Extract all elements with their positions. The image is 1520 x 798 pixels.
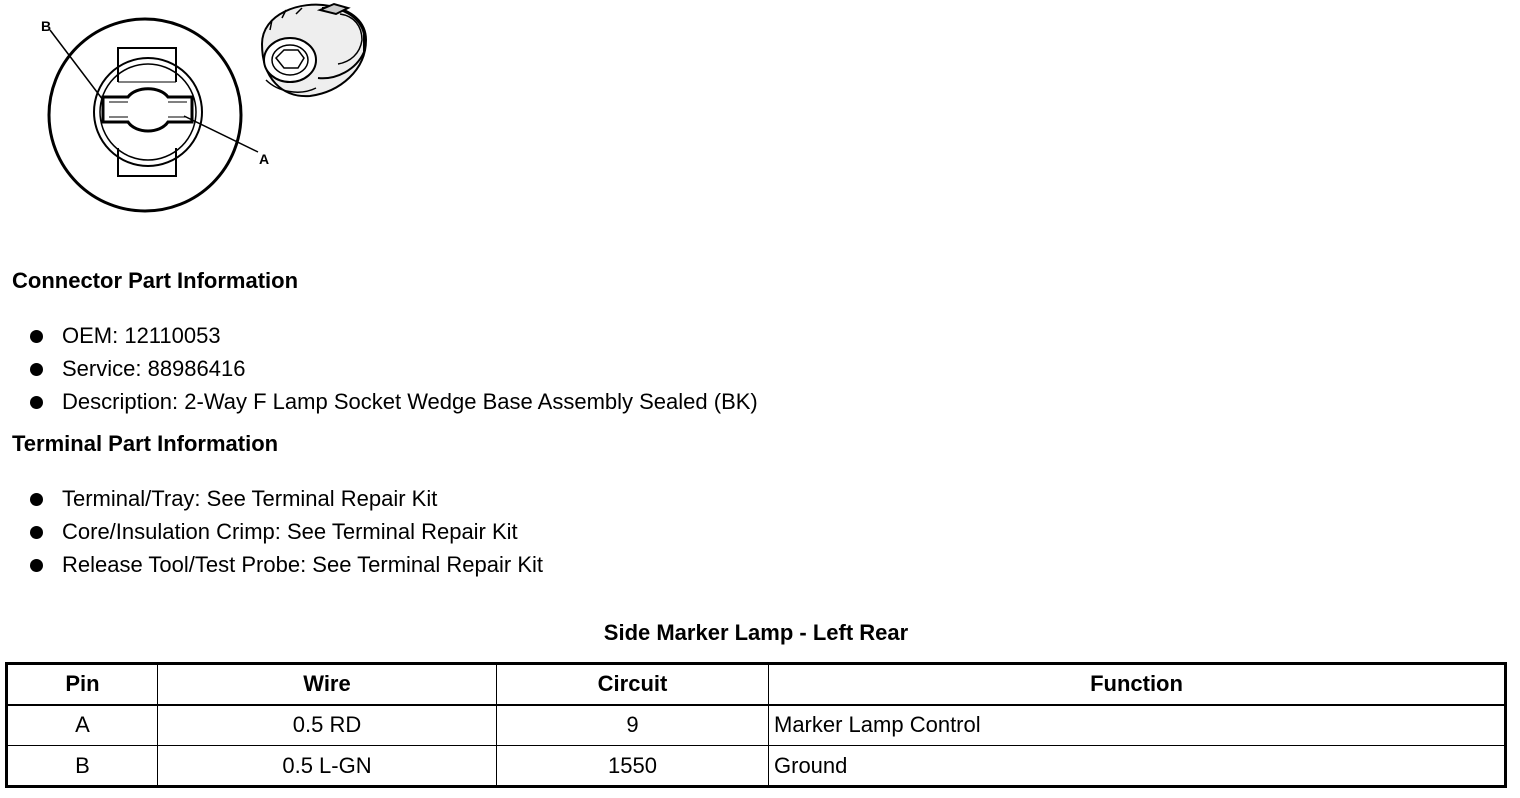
table-row [7, 705, 1506, 746]
bullet-icon [30, 526, 43, 539]
list-item [28, 548, 543, 581]
table-row [7, 746, 1506, 787]
terminal-tray: Terminal/Tray: See Terminal Repair Kit [62, 486, 438, 511]
cell-wire: 0.5 L-GN [158, 746, 497, 787]
bullet-icon [30, 396, 43, 409]
header-circuit: Circuit [497, 664, 769, 705]
connector-description: Description: 2-Way F Lamp Socket Wedge Base Assembly Sealed (BK) [62, 389, 758, 414]
header-function: Function [769, 664, 1506, 705]
table-header-row [7, 664, 1506, 705]
cell-pin: A [7, 705, 158, 746]
table-title: Side Marker Lamp - Left Rear [603, 620, 909, 645]
cell-circuit: 9 [497, 705, 769, 746]
header-wire: Wire [158, 664, 497, 705]
connector-illustration [0, 0, 400, 230]
connector-perspective-view [262, 4, 366, 96]
terminal-info-list [28, 482, 543, 581]
connector-face-view [49, 19, 258, 211]
core-insulation-crimp: Core/Insulation Crimp: See Terminal Repair Kit [62, 519, 518, 544]
list-item [28, 515, 543, 548]
list-item [28, 352, 758, 385]
cell-circuit: 1550 [497, 746, 769, 787]
header-pin: Pin [7, 664, 158, 705]
bullet-icon [30, 493, 43, 506]
cell-wire: 0.5 RD [158, 705, 497, 746]
connector-info-heading: Connector Part Information [12, 268, 299, 293]
release-tool: Release Tool/Test Probe: See Terminal Repair Kit [62, 552, 543, 577]
terminal-info-heading: Terminal Part Information [12, 431, 279, 456]
list-item [28, 385, 758, 418]
list-item [28, 482, 543, 515]
bullet-icon [30, 559, 43, 572]
connector-service: Service: 88986416 [62, 356, 246, 381]
cell-pin: B [7, 746, 158, 787]
list-item [28, 319, 758, 352]
cell-function: Ground [769, 746, 1506, 787]
connector-oem: OEM: 12110053 [62, 323, 221, 348]
bullet-icon [30, 330, 43, 343]
connector-info-list [28, 319, 758, 418]
bullet-icon [30, 363, 43, 376]
pin-table [5, 662, 1507, 788]
cell-function: Marker Lamp Control [769, 705, 1506, 746]
callout-a: A [259, 151, 270, 167]
callout-b: B [41, 18, 52, 34]
